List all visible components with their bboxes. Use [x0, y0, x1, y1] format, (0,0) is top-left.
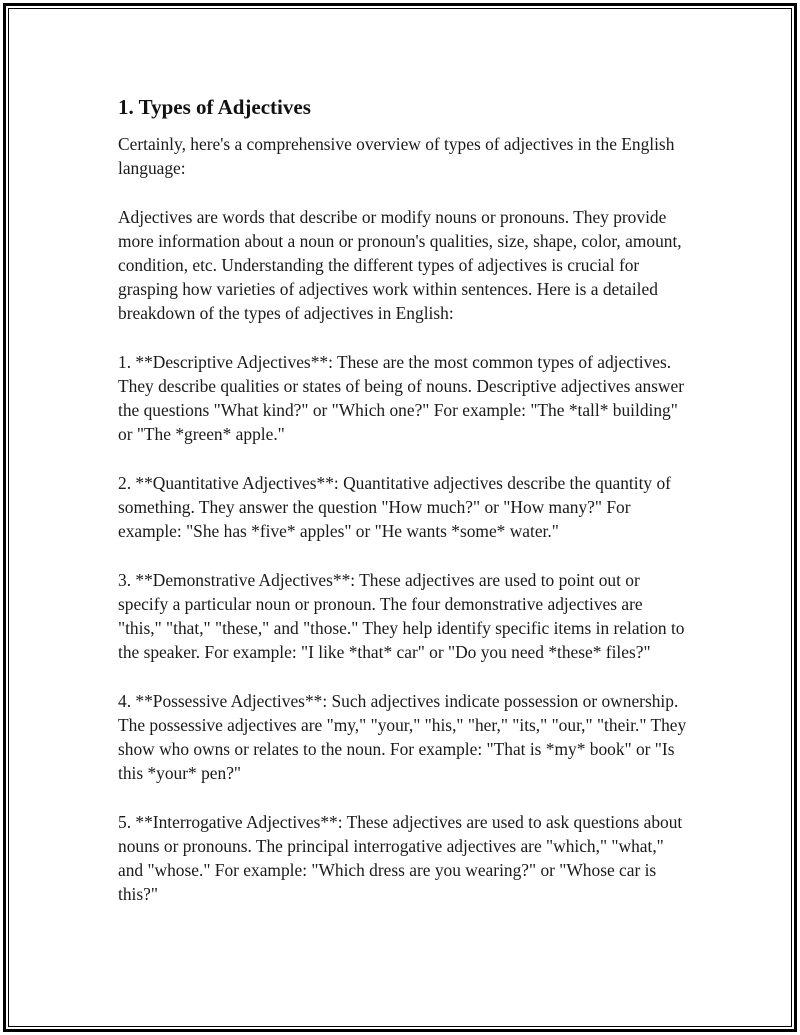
list-item-quantitative: 2. **Quantitative Adjectives**: Quantitative adjectives describe the quantity of something. They answer the question "How much?" or "How many?" For example: "She has *five* apples" or "He wants *some* water.": [118, 472, 671, 542]
paragraph-intro: Certainly, here's a comprehensive overview of types of adjectives in the English language:: [118, 134, 675, 179]
document-body: [118, 94, 688, 931]
page-title: 1. Types of Adjectives: [118, 95, 311, 119]
list-item-descriptive: 1. **Descriptive Adjectives**: These are the most common types of adjectives. They describe qualities or states of being of nouns. Descriptive adjectives answer the questions "What kind?" or "Which one?" For example: "The *tall* building" or "The *green* apple.": [118, 351, 684, 445]
list-item-interrogative: 5. **Interrogative Adjectives**: These adjectives are used to ask questions about nouns or pronouns. The principal interrogative adjectives are "which," "what," and "whose." For example: "Which dress are you wearing?" or "Whose car is this?": [118, 811, 683, 905]
paragraph-definition: Adjectives are words that describe or modify nouns or pronouns. They provide more information about a noun or pronoun's qualities, size, shape, color, amount, condition, etc. Understanding the different types of adjectives is crucial for grasping how varieties of adjectives work within sentences. Here is a detailed breakdown of the types of adjectives in English:: [118, 206, 682, 324]
list-item-demonstrative: 3. **Demonstrative Adjectives**: These adjectives are used to point out or specify a particular noun or pronoun. The four demonstrative adjectives are "this," "that," "these," and "those." They help identify specific items in relation to the speaker. For example: "I like *that* car" or "Do you need *these* files?": [118, 569, 685, 663]
list-item-possessive: 4. **Possessive Adjectives**: Such adjectives indicate possession or ownership. The possessive adjectives are "my," "your," "his," "her," "its," "our," "their." They show who owns or relates to the noun. For example: "That is *my* book" or "Is this *your* pen?": [118, 690, 687, 784]
